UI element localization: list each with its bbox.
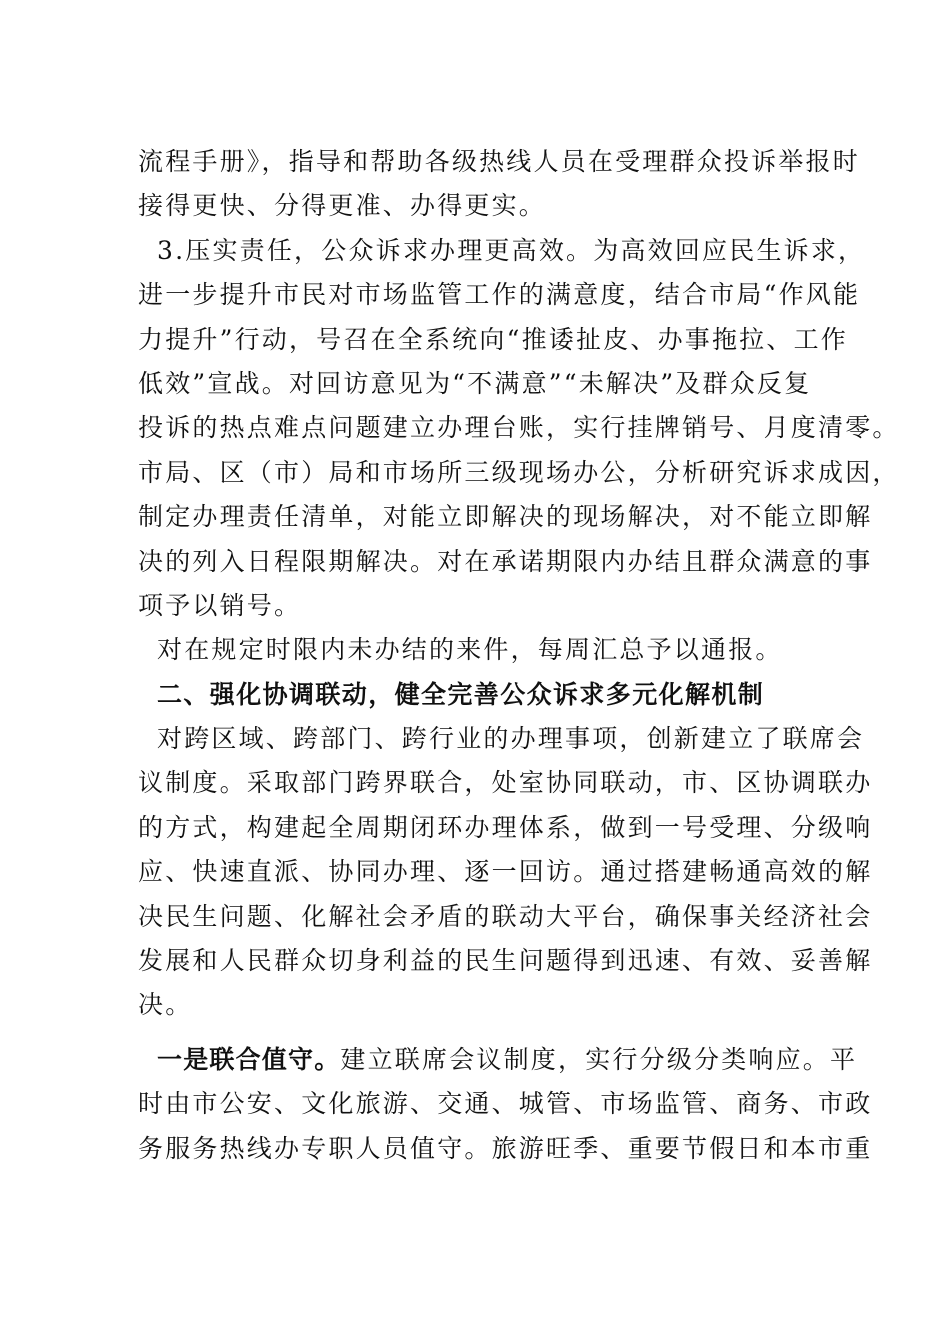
- section-heading: 二、强化协调联动，健全完善公众诉求多元化解机制: [157, 679, 765, 709]
- text-line: 投诉的热点难点问题建立办理台账，实行挂牌销号、月度清零。: [138, 413, 900, 443]
- text-line: 议制度。采取部门跨界联合，处室协同联动，市、区协调联办: [138, 768, 873, 798]
- paragraph-lead-line: [138, 1038, 858, 1082]
- text-line: 应、快速直派、协同办理、逐一回访。通过搭建畅通高效的解: [138, 857, 873, 887]
- text-line: 力提升”行动，号召在全系统向“推诿扯皮、办事拖拉、工作: [138, 324, 848, 354]
- text-line: 3.压实责任，公众诉求办理更高效。为高效回应民生诉求，: [157, 235, 866, 265]
- text-line: 接得更快、分得更准、办得更实。: [138, 191, 547, 221]
- text-line: 项予以销号。: [138, 590, 302, 620]
- text-line: 的方式，构建起全周期闭环办理体系，做到一号受理、分级响: [138, 812, 873, 842]
- text-line: 制定办理责任清单，对能立即解决的现场解决，对不能立即解: [138, 502, 873, 532]
- text-line: 决民生问题、化解社会矛盾的联动大平台，确保事关经济社会: [138, 901, 873, 931]
- text-line: 进一步提升市民对市场监管工作的满意度，结合市局“作风能: [138, 280, 861, 310]
- text-line: 发展和人民群众切身利益的民生问题得到迅速、有效、妥善解: [138, 946, 873, 976]
- text-line: 决的列入日程限期解决。对在承诺期限内办结且群众满意的事: [138, 546, 873, 576]
- text-line: 流程手册》，指导和帮助各级热线人员在受理群众投诉举报时: [138, 147, 860, 176]
- text-line: 务服务热线办专职人员值守。旅游旺季、重要节假日和本市重: [138, 1133, 873, 1163]
- text-line: 决。: [138, 990, 193, 1020]
- text-line: 时由市公安、文化旅游、交通、城管、市场监管、商务、市政: [138, 1089, 873, 1119]
- text-line: 市局、区（市）局和市场所三级现场办公，分析研究诉求成因，: [138, 457, 900, 487]
- paragraph-lead-rest: 建立联席会议制度，实行分级分类响应。平: [340, 1044, 858, 1074]
- text-line: 对在规定时限内未办结的来件，每周汇总予以通报。: [157, 635, 783, 665]
- document-body: [138, 140, 900, 1171]
- text-line: 对跨区域、跨部门、跨行业的办理事项，创新建立了联席会: [157, 724, 865, 754]
- paragraph-lead-bold: 一是联合值守。: [157, 1044, 341, 1074]
- text-line: 低效”宣战。对回访意见为“不满意”“未解决”及群众反复: [138, 368, 812, 398]
